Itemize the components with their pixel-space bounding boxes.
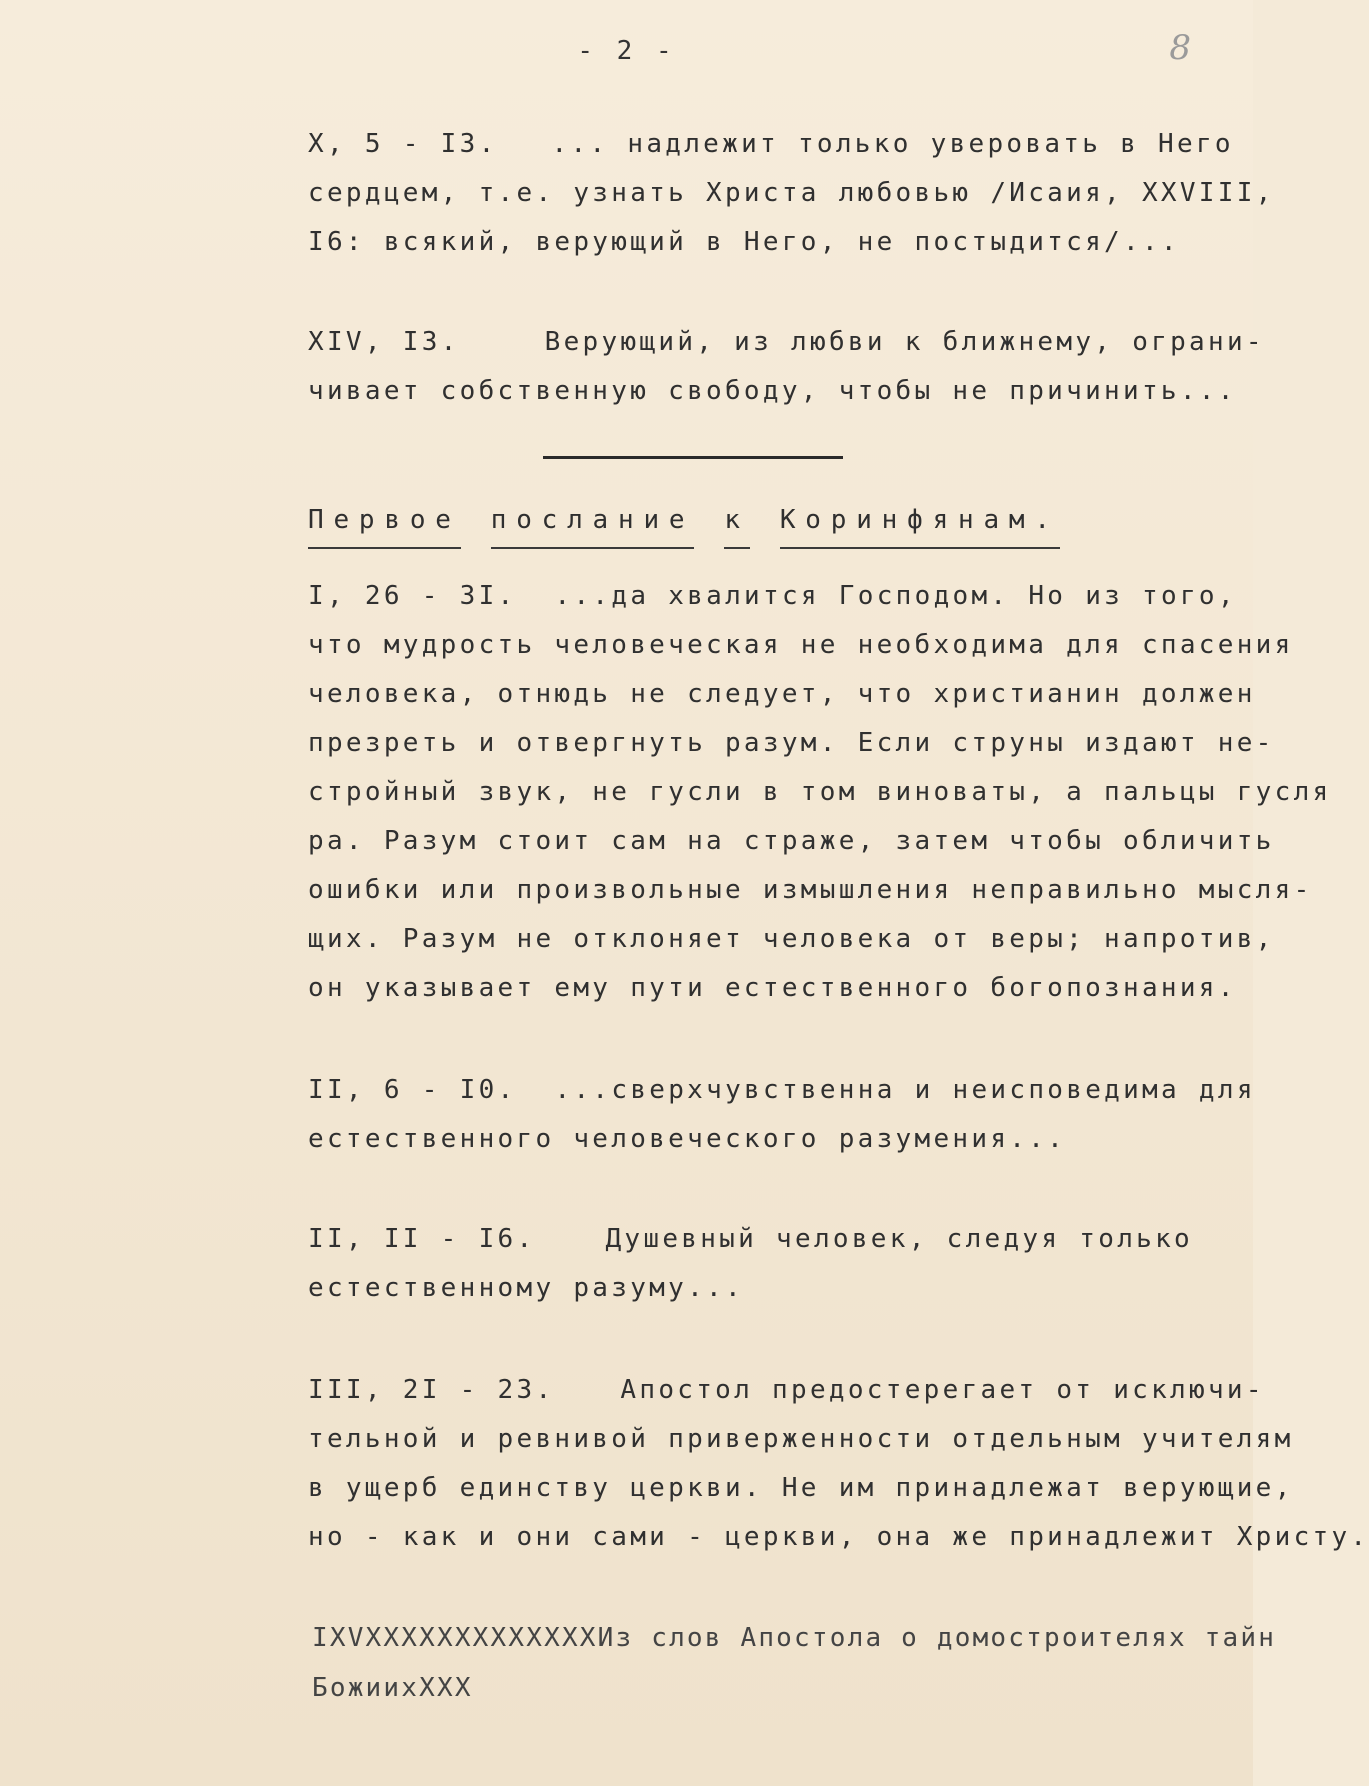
handwritten-folio-number: 8: [1169, 28, 1191, 68]
commentary-line: но - как и они сами - церкви, она же принадлежит Христу.: [308, 1522, 1369, 1552]
commentary-line: что мудрость человеческая не необходима для спасения: [308, 630, 1294, 660]
commentary-line: стройный звук, не гусли в том виноваты, а пальцы гусля: [308, 777, 1332, 807]
commentary-text: ... надлежит только уверовать в Него: [551, 129, 1234, 159]
commentary-text: ...да хвалится Господом. Но из того,: [554, 581, 1237, 611]
verse-reference: X, 5 - I3.: [308, 129, 498, 159]
commentary-line: сердцем, т.е. узнать Христа любовью /Исаия, XXVIII,: [308, 178, 1275, 208]
verse-line: [308, 1066, 1256, 1115]
struck-out-line: IXVXXXXXXXXXXXXXИз слов Апостола о домостроителях тайн: [312, 1623, 1277, 1653]
commentary-line: презреть и отвергнуть разум. Если струны издают не-: [308, 728, 1275, 758]
commentary-line: ошибки или произвольные измышления неправильно мысля-: [308, 875, 1313, 905]
verse-line: [308, 120, 1234, 169]
verse-reference: II, II - I6.: [308, 1224, 536, 1254]
verse-line: [308, 1215, 1193, 1264]
commentary-text: ...сверхчувственна и неисповедима для: [554, 1075, 1256, 1105]
page-number: - 2 -: [577, 36, 676, 66]
verse-reference: II, 6 - I0.: [308, 1075, 517, 1105]
commentary-line: ра. Разум стоит сам на страже, затем чтобы обличить: [308, 826, 1275, 856]
section-heading: [308, 496, 1060, 549]
verse-reference: III, 2I - 23.: [308, 1375, 555, 1405]
heading-word: Первое: [308, 496, 461, 549]
commentary-text: Верующий, из любви к ближнему, ограни-: [544, 327, 1265, 357]
commentary-line: человека, отнюдь не следует, что христианин должен: [308, 679, 1256, 709]
commentary-line: тельной и ревнивой приверженности отдельным учителям: [308, 1424, 1294, 1454]
commentary-line: в ущерб единству церкви. Не им принадлежат верующие,: [308, 1473, 1294, 1503]
verse-line: [308, 572, 1237, 621]
verse-reference: I, 26 - 3I.: [308, 581, 517, 611]
commentary-line: I6: всякий, верующий в Него, не постыдится/...: [308, 227, 1180, 257]
commentary-line: естественному разуму...: [308, 1273, 744, 1303]
heading-word: к: [724, 496, 749, 549]
struck-out-line: БожиихXXX: [312, 1673, 473, 1703]
commentary-text: Апостол предостерегает от исключи-: [620, 1375, 1265, 1405]
commentary-line: он указывает ему пути естественного богопознания.: [308, 973, 1237, 1003]
verse-line: [308, 318, 1265, 367]
verse-reference: XIV, I3.: [308, 327, 460, 357]
verse-line: [308, 1366, 1265, 1415]
commentary-line: чивает собственную свободу, чтобы не причинить...: [308, 376, 1237, 406]
heading-word: Коринфянам.: [780, 496, 1060, 549]
heading-word: послание: [491, 496, 695, 549]
commentary-line: естественного человеческого разумения...: [308, 1124, 1067, 1154]
section-divider: [543, 456, 843, 459]
commentary-text: Душевный человек, следуя только: [605, 1224, 1194, 1254]
commentary-line: щих. Разум не отклоняет человека от веры; напротив,: [308, 924, 1275, 954]
